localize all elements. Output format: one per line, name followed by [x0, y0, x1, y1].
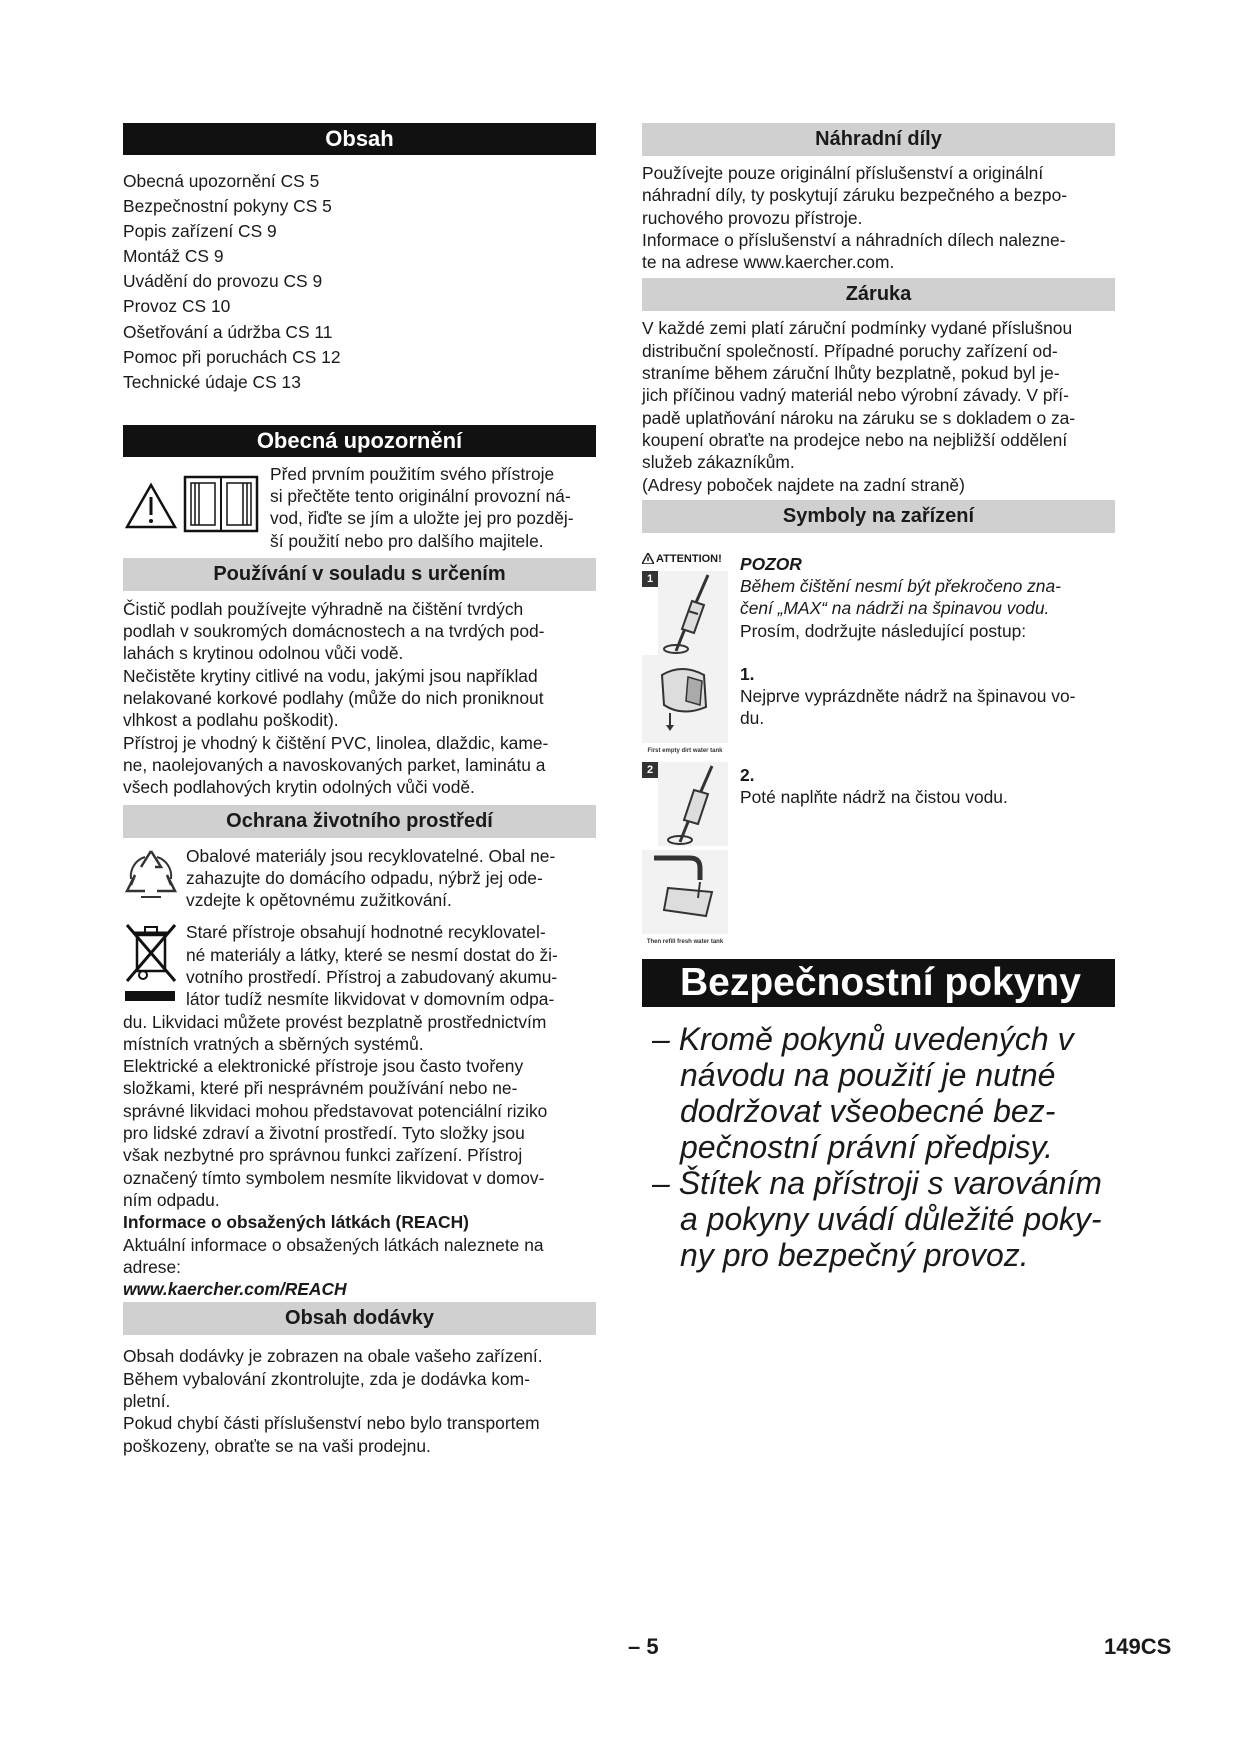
text-line: zahazujte do domácího odpadu, nýbrž jej ode- — [186, 867, 543, 888]
toc-item[interactable]: Popis zařízení CS 9 — [123, 221, 277, 242]
text-line: ne, naolejovaných a navoskovaných parket, laminátu a — [123, 754, 546, 775]
text-line: označený tímto symbolem nesmíte likvidovat v domov- — [123, 1167, 545, 1188]
step-number: 2. — [740, 764, 755, 785]
text-line: látor tudíž nesmíte likvidovat v domovním odpa- — [186, 989, 555, 1010]
text-line: koupení obraťte na prodejce nebo na nejbližší oddělení — [642, 429, 1068, 450]
text-line: Poté naplňte nádrž na čistou vodu. — [740, 787, 1008, 808]
cleaner-fresh-tank-icon — [658, 762, 728, 846]
text-line: straníme během záruční lhůty bezplatně, pokud byl je- — [642, 363, 1060, 384]
text-line: náhradní díly, ty poskytují záruku bezpečného a bezpo- — [642, 185, 1068, 206]
safety-item: – Kromě pokynů uvedených v návodu na použití je nutné dodržovat všeobecné bezpečnostní právní předpisy. — [652, 1020, 1074, 1165]
text-line: vzdejte k opětovnému zužitkování. — [186, 890, 452, 911]
general-text: si přečtěte tento originální provozní ná- — [270, 486, 571, 507]
text-line: Během vybalování zkontrolujte, zda je dodávka kom- — [123, 1368, 530, 1389]
general-heading: Obecná upozornění — [123, 425, 596, 457]
text-line: jich příčinou vadný materiál nebo výrobní závady. V pří- — [642, 385, 1069, 406]
left-column — [123, 123, 596, 1457]
toc-item[interactable]: Ošetřování a údržba CS 11 — [123, 321, 333, 342]
reach-link[interactable]: www.kaercher.com/REACH — [123, 1279, 347, 1300]
environment-heading: Ochrana životního prostředí — [123, 805, 596, 838]
warning-small-icon — [642, 553, 654, 564]
text-line: Staré přístroje obsahují hodnotné recyklovatel- — [186, 922, 546, 943]
delivery-heading: Obsah dodávky — [123, 1302, 596, 1335]
safety-list — [642, 1021, 1115, 1273]
text-line: nelakované korkové podlahy (může do nich proniknout — [123, 688, 544, 709]
empty-tank-pictogram — [642, 655, 734, 754]
text-line: poškozeny, obraťte se na vaši prodejnu. — [123, 1435, 431, 1456]
step-1-badge: 1 — [642, 571, 658, 587]
intended-use-heading: Používání v souladu s určením — [123, 558, 596, 591]
attention-label — [642, 553, 734, 565]
text-line: Aktuální informace o obsažených látkách naleznete na — [123, 1234, 544, 1255]
toc-heading: Obsah — [123, 123, 596, 155]
text-line: (Adresy poboček najdete na zadní straně) — [642, 474, 965, 495]
toc-item[interactable]: Uvádění do provozu CS 9 — [123, 271, 323, 292]
recycle-icon — [123, 845, 183, 909]
text-line: votního prostředí. Přístroj a zabudovaný akumu- — [186, 967, 558, 987]
step-1-caption: First empty dirt water tank — [647, 747, 723, 754]
attention-pictogram — [642, 553, 734, 655]
general-text: ší použití nebo pro dalšího majitele. — [270, 530, 544, 551]
text-line: Nejprve vyprázdněte nádrž na špinavou vo- — [740, 686, 1076, 707]
text-line: Nečistěte krytiny citlivé na vodu, jakými jsou například — [123, 665, 538, 686]
parts-heading: Náhradní díly — [642, 123, 1115, 156]
text-line: podlah v soukromých domácnostech a na tvrdých pod- — [123, 621, 545, 642]
empty-dirt-tank-icon — [642, 655, 728, 743]
text-line: Elektrické a elektronické přístroje jsou často tvořeny — [123, 1056, 524, 1077]
text-line: adrese: — [123, 1256, 182, 1277]
toc-item[interactable]: Pomoc při poruchách CS 12 — [123, 346, 341, 367]
text-line: Přístroj je vhodný k čištění PVC, linolea, dlaždic, kame- — [123, 732, 549, 753]
weee-notice — [123, 921, 596, 1010]
text-line: lahách s krytinou odolnou vůči vodě. — [123, 643, 404, 664]
symbol-step-1 — [642, 655, 1115, 754]
page-code: 149CS — [1104, 1634, 1172, 1659]
warranty-heading: Záruka — [642, 278, 1115, 311]
text-line: pro lidské zdraví a životní prostředí. Tyto složky jsou — [123, 1123, 525, 1144]
pozor-title: POZOR — [740, 553, 802, 574]
recycle-notice — [123, 845, 596, 912]
toc-item[interactable]: Bezpečnostní pokyny CS 5 — [123, 196, 332, 217]
symbol-attention — [642, 553, 1115, 655]
warranty-text — [642, 317, 1115, 495]
text-line: vlhkost a podlahu poškodit). — [123, 710, 339, 731]
refill-faucet-icon — [642, 850, 728, 934]
toc-item[interactable]: Provoz CS 10 — [123, 296, 231, 317]
text-line: ruchového provozu přístroje. — [642, 207, 863, 228]
text-line: né materiály a látky, které se nesmí dostat do ži- — [186, 944, 558, 965]
step-2-badge: 2 — [642, 762, 658, 778]
general-text: Před prvním použitím svého přístroje — [270, 463, 555, 484]
text-line: Pokud chybí části příslušenství nebo bylo transportem — [123, 1413, 540, 1434]
text-line: místních vratných a sběrných systémů. — [123, 1033, 424, 1054]
warning-manual-icons — [123, 463, 263, 553]
table-of-contents — [123, 169, 596, 395]
general-text: vod, řiďte se jím a uložte jej pro pozděj- — [270, 508, 574, 529]
text-line: všech podlahových krytin odolných vůči vodě. — [123, 777, 475, 798]
symbols-heading: Symboly na zařízení — [642, 500, 1115, 533]
reach-title: Informace o obsažených látkách (REACH) — [123, 1212, 469, 1233]
toc-item[interactable]: Technické údaje CS 13 — [123, 371, 301, 392]
environment-text — [123, 1011, 596, 1301]
text-line: Informace o příslušenství a náhradních dílech nalezne- — [642, 229, 1066, 250]
step-number: 1. — [740, 663, 755, 684]
text-line: služeb zákazníkům. — [642, 452, 795, 473]
toc-item[interactable]: Montáž CS 9 — [123, 246, 224, 267]
text-line: pletní. — [123, 1391, 171, 1412]
text-line: du. — [740, 708, 765, 729]
text-line: Prosím, dodržujte následující postup: — [740, 620, 1027, 641]
text-line: Během čištění nesmí být překročeno zna- — [740, 576, 1061, 597]
general-notice — [123, 463, 596, 553]
text-line: Obsah dodávky je zobrazen na obale vašeho zařízení. — [123, 1346, 543, 1367]
text-line: Čistič podlah používejte výhradně na čištění tvrdých — [123, 598, 524, 619]
symbol-step-2 — [642, 762, 1115, 945]
cleaner-tank-icon — [658, 571, 728, 655]
delivery-text — [123, 1345, 596, 1456]
right-column — [642, 123, 1115, 1273]
text-line: Používejte pouze originální příslušenství a originální — [642, 163, 1044, 183]
text-line: padě uplatňování nároku na záruku se s dokladem o za- — [642, 407, 1076, 428]
parts-text — [642, 162, 1115, 273]
text-line: správné likvidaci mohou představovat potenciální riziko — [123, 1100, 548, 1121]
text-line: čení „MAX“ na nádrži na špinavou vodu. — [740, 598, 1050, 619]
text-line: V každé zemi platí záruční podmínky vydané příslušnou — [642, 318, 1073, 339]
safety-item: – Štítek na přístroji s varováním a pokyny uvádí důležité pokyny pro bezpečný provoz. — [652, 1164, 1102, 1273]
text-line: du. Likvidaci můžete provést bezplatně prostřednictvím — [123, 1011, 547, 1032]
step-2-caption: Then refill fresh water tank — [646, 938, 724, 945]
attention-text: ATTENTION! — [656, 552, 722, 565]
text-line: Obalové materiály jsou recyklovatelné. Obal ne- — [186, 845, 556, 866]
open-manual-icon — [185, 477, 257, 531]
page-number: – 5 — [628, 1634, 659, 1659]
text-line: však nezbytné pro správnou funkci zařízení. Přístroj — [123, 1145, 523, 1166]
text-line: te na adrese www.kaercher.com. — [642, 252, 895, 273]
text-line: distribuční společností. Případné poruchy zařízení od- — [642, 340, 1058, 361]
refill-tank-pictogram — [642, 762, 734, 945]
text-line: složkami, které při nesprávném používání nebo ne- — [123, 1078, 518, 1099]
text-line: ním odpadu. — [123, 1189, 220, 1210]
intended-use-text — [123, 598, 596, 799]
crossed-bin-icon — [123, 921, 183, 1009]
safety-heading: Bezpečnostní pokyny — [642, 959, 1115, 1007]
toc-item[interactable]: Obecná upozornění CS 5 — [123, 171, 320, 191]
warning-triangle-icon — [127, 485, 175, 527]
